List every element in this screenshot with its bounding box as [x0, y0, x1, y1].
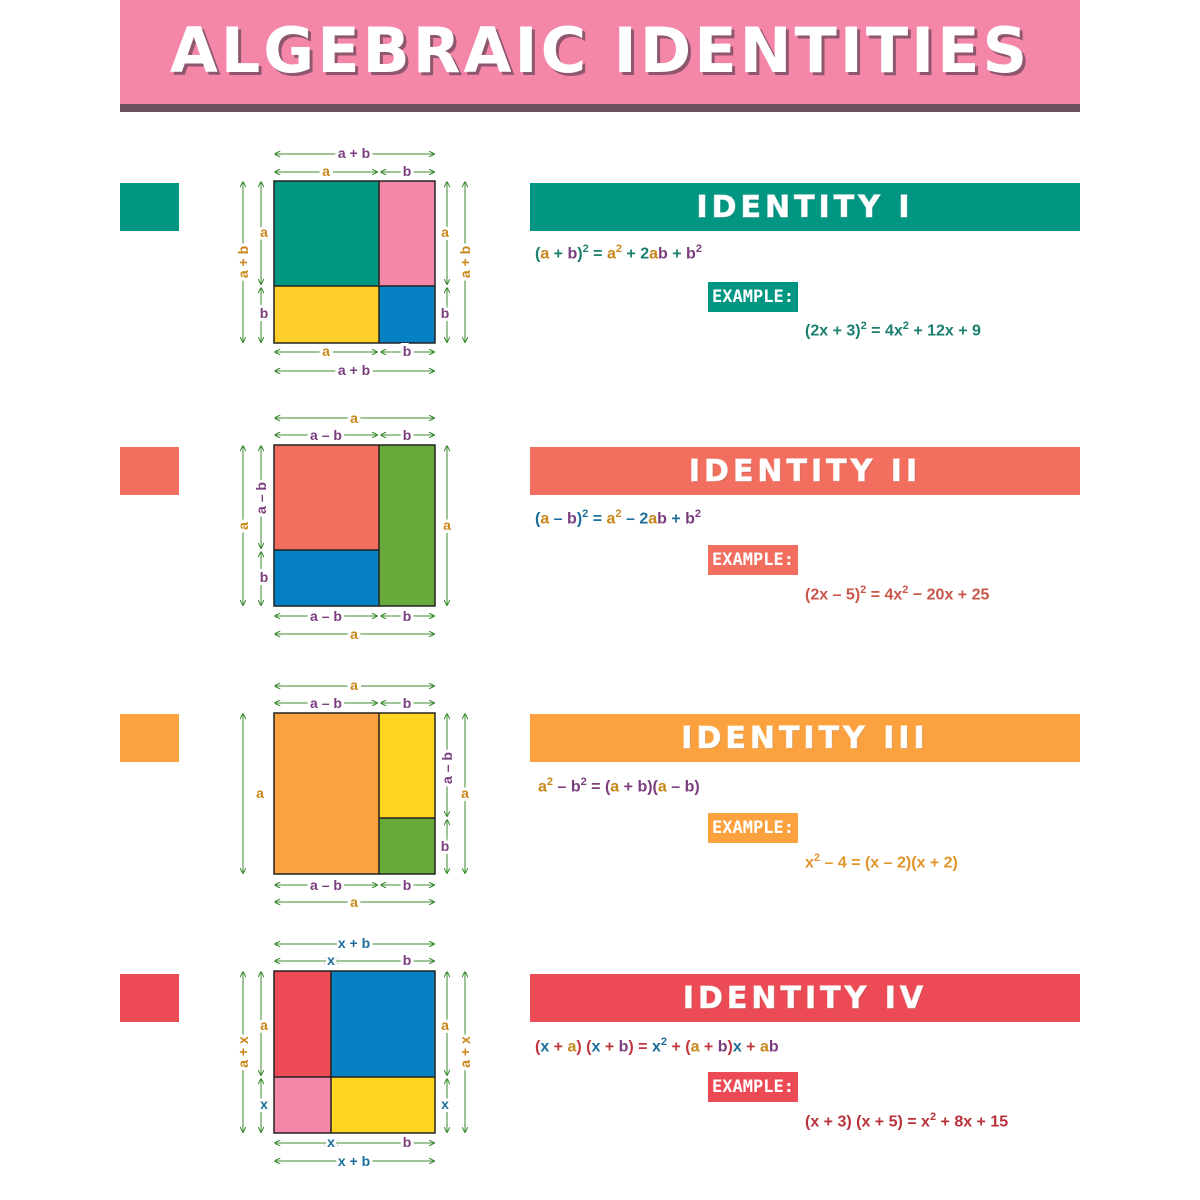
region-b-bottom [274, 550, 379, 606]
example-token: = 4x [866, 586, 903, 604]
example-token: – 4 = (x – 2)(x + 2) [820, 854, 958, 872]
identity-4-banner [530, 974, 1080, 1022]
label-top-left: a – b [310, 695, 342, 711]
example-token: (2x + 3) [805, 322, 861, 340]
identity-3-formula [538, 776, 700, 796]
region-ax [274, 971, 331, 1077]
label-left-bottom: x [260, 1096, 268, 1112]
label-left-total: a + b [235, 245, 251, 279]
label-top-right: b [402, 952, 412, 968]
formula-token: + 2 [621, 245, 650, 263]
formula-token: ) [727, 1038, 733, 1056]
identity-4-formula [535, 1036, 779, 1056]
formula-token: a [606, 510, 616, 528]
label-top-right: b [402, 427, 412, 443]
formula-token: a [606, 245, 616, 263]
label-right-top: a [441, 224, 449, 240]
formula-token: – [553, 778, 571, 796]
identity-1-example-badge: EXAMPLE: [708, 282, 798, 312]
identity-1-banner [530, 183, 1080, 231]
formula-token: b [567, 510, 577, 528]
label-bottom-left: a [322, 343, 330, 359]
identity-4-example [805, 1111, 1008, 1131]
example-token: 2 [902, 584, 909, 596]
region-a-times-amb [274, 713, 379, 874]
formula-token: x [651, 1038, 661, 1056]
formula-token: 2 [695, 243, 702, 255]
identity-4-heading: IDENTITY IV [682, 980, 928, 1016]
label-bottom-right: b [402, 608, 412, 624]
formula-token: b [570, 778, 581, 796]
identity-2-example [805, 584, 989, 604]
example-token: (x + 3) (x + 5) = x [805, 1113, 930, 1131]
formula-token: a [649, 245, 659, 263]
formula-token: b [686, 245, 696, 263]
formula-token: a [538, 778, 547, 796]
formula-token: a [540, 510, 550, 528]
label-left-bottom: b [259, 569, 269, 585]
region-b-times-amb [379, 713, 435, 818]
label-bottom-total: a + b [337, 362, 371, 378]
formula-token: b [684, 778, 695, 796]
region-b-strip [379, 445, 435, 606]
identity-3-example-badge: EXAMPLE: [708, 813, 798, 843]
formula-token: ) [694, 778, 700, 796]
formula-token: b [637, 778, 648, 796]
formula-token: )( [647, 778, 658, 796]
formula-token: a [657, 778, 667, 796]
formula-token: ( [535, 245, 541, 263]
identity-2-banner [530, 447, 1080, 495]
label-right-total: a + x [457, 1036, 473, 1068]
formula-token: x [732, 1038, 742, 1056]
label-left-bottom: b [259, 305, 269, 321]
example-token: = 4x [866, 322, 903, 340]
identity-4-diagram [225, 930, 495, 1175]
formula-token: + [699, 1038, 718, 1056]
example-token: 2 [813, 852, 821, 864]
label-right-total: a [443, 517, 451, 533]
region-ab-top [379, 181, 435, 286]
identity-2-example-badge: EXAMPLE: [708, 545, 798, 575]
formula-token: 2 [582, 508, 589, 520]
label-top-total: a [350, 410, 358, 426]
label-bottom-left: a – b [310, 877, 342, 893]
region-bx [331, 1077, 435, 1133]
label-top-total: a [350, 677, 358, 693]
identity-2-diagram [225, 405, 495, 650]
formula-token: + [549, 245, 568, 263]
formula-token: = [588, 245, 607, 263]
formula-token: x [540, 1038, 550, 1056]
formula-token: ( [535, 1038, 541, 1056]
page-title: ALGEBRAIC IDENTITIES [169, 14, 1031, 87]
formula-token: + [666, 510, 686, 528]
identity-1-swatch [120, 183, 179, 231]
label-right-bottom: b [440, 305, 450, 321]
formula-token: b [658, 245, 668, 263]
formula-token: ( [535, 510, 541, 528]
region-amb-squared [274, 445, 379, 550]
label-bottom-right: b [402, 1134, 412, 1150]
label-right-total: a + b [457, 245, 473, 279]
region-x-squared [274, 1077, 331, 1133]
formula-token: – 2 [621, 510, 649, 528]
formula-token: ) ( [576, 1038, 592, 1056]
label-right-top: a – b [439, 752, 455, 784]
label-left-total: a [235, 522, 251, 530]
example-token: − 20x + 25 [908, 586, 990, 604]
formula-token: 2 [546, 776, 554, 788]
region-ab-bottom [274, 286, 379, 343]
example-token: + 8x + 15 [936, 1113, 1009, 1131]
example-token: 2 [902, 320, 909, 332]
identity-3-example [805, 852, 958, 872]
label-right-bottom: b [440, 838, 450, 854]
formula-token: a [567, 1038, 577, 1056]
label-left-top: a – b [253, 482, 269, 514]
identity-2-formula [535, 508, 701, 528]
identity-3-diagram [225, 672, 495, 917]
formula-token: b [567, 245, 578, 263]
label-bottom-total: a [350, 894, 358, 910]
label-top-right: b [402, 695, 412, 711]
header-bar [120, 0, 1080, 112]
region-b-squared [379, 818, 435, 874]
label-bottom-right: b [402, 877, 412, 893]
formula-token: b [657, 510, 667, 528]
label-right-top: a [441, 1017, 449, 1033]
region-ab [331, 971, 435, 1077]
label-left-total: a + x [235, 1036, 251, 1068]
formula-token: a [648, 510, 658, 528]
formula-token: a [690, 1038, 700, 1056]
formula-token: ) [577, 245, 583, 263]
formula-token: + [600, 1038, 619, 1056]
formula-token: ) = [628, 1038, 652, 1056]
example-token: (2x – 5) [805, 586, 861, 604]
label-bottom-total: x + b [337, 1153, 371, 1169]
label-top-right: b [402, 163, 412, 179]
identity-1-example [805, 320, 981, 340]
identity-4-example-badge: EXAMPLE: [708, 1072, 798, 1102]
formula-token: a [610, 778, 620, 796]
example-token: 2 [860, 320, 867, 332]
formula-token: + [549, 1038, 568, 1056]
example-token: x [805, 854, 814, 872]
formula-token: b [618, 1038, 629, 1056]
label-left-top: a [260, 224, 268, 240]
formula-token: ) [576, 510, 583, 528]
label-right-total: a [461, 785, 469, 801]
formula-token: b [685, 510, 695, 528]
formula-token: = ( [586, 778, 611, 796]
formula-token: + ( [667, 1038, 691, 1056]
identity-1-diagram [225, 140, 495, 390]
label-top-left: a [322, 163, 330, 179]
formula-token: 2 [615, 243, 622, 255]
example-token: 2 [929, 1111, 937, 1123]
identity-2-heading: IDENTITY II [688, 453, 922, 489]
label-left-total: a [256, 785, 264, 801]
label-top-total: a + b [337, 145, 371, 161]
identity-1-formula [535, 243, 702, 263]
formula-token: x [591, 1038, 601, 1056]
label-bottom-total: a [350, 626, 358, 642]
label-left-top: a [260, 1017, 268, 1033]
identity-3-swatch [120, 714, 179, 762]
formula-token: b [717, 1038, 728, 1056]
formula-token: + [741, 1038, 760, 1056]
label-top-total: x + b [337, 935, 371, 951]
formula-token: – [666, 778, 685, 796]
example-token: 2 [860, 584, 867, 596]
label-top-left: x [327, 952, 335, 968]
formula-token: b [768, 1038, 779, 1056]
formula-token: 2 [582, 243, 589, 255]
formula-token: = [588, 510, 607, 528]
formula-token: + [619, 778, 638, 796]
label-bottom-left: x [327, 1134, 335, 1150]
label-bottom-left: a – b [310, 608, 342, 624]
identity-1-heading: IDENTITY I [696, 189, 914, 225]
formula-token: 2 [615, 508, 622, 520]
label-top-left: a – b [310, 427, 342, 443]
formula-token: a [540, 245, 550, 263]
formula-token: + [667, 245, 687, 263]
formula-token: a [759, 1038, 769, 1056]
identity-2-swatch [120, 447, 179, 495]
formula-token: 2 [580, 776, 587, 788]
region-a-squared [274, 181, 379, 286]
example-token: + 12x + 9 [908, 322, 981, 340]
formula-token: – [549, 510, 568, 528]
identity-4-swatch [120, 974, 179, 1022]
formula-token: 2 [694, 508, 702, 520]
label-right-bottom: x [441, 1096, 449, 1112]
identity-3-heading: IDENTITY III [681, 720, 929, 756]
formula-token: 2 [660, 1036, 667, 1048]
identity-3-banner [530, 714, 1080, 762]
label-bottom-right: b [402, 343, 412, 359]
region-b-squared [379, 286, 435, 343]
